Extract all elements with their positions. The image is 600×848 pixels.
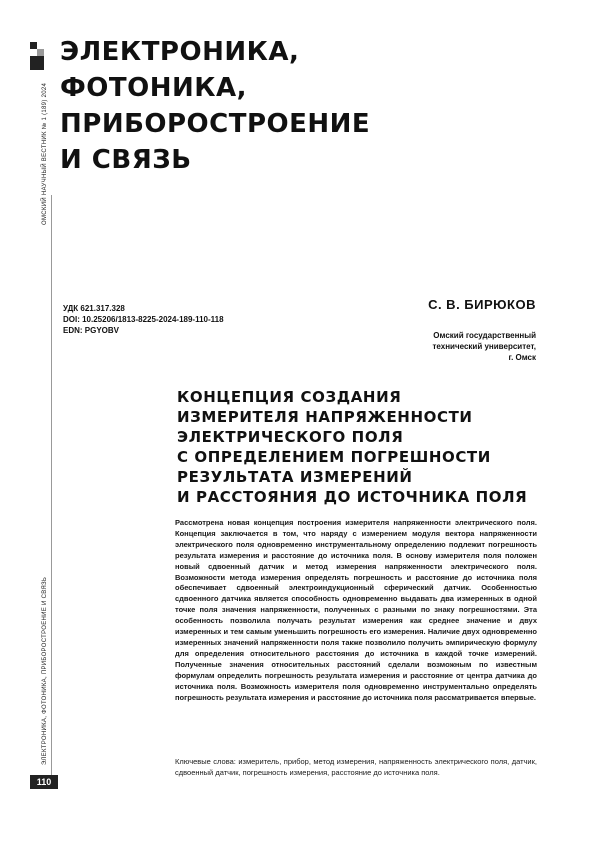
margin-divider <box>51 195 52 775</box>
page-number: 110 <box>30 775 58 789</box>
article-identifiers <box>63 303 224 336</box>
title-line: ЭЛЕКТРИЧЕСКОГО ПОЛЯ <box>177 428 404 446</box>
title-line: И РАССТОЯНИЯ ДО ИСТОЧНИКА ПОЛЯ <box>177 488 528 506</box>
title-line: С ОПРЕДЕЛЕНИЕМ ПОГРЕШНОСТИ <box>177 448 491 466</box>
author-affiliation <box>433 330 536 363</box>
running-head-journal: ОМСКИЙ НАУЧНЫЙ ВЕСТНИК № 1 (189) 2024 <box>42 82 48 225</box>
title-line: РЕЗУЛЬТАТА ИЗМЕРЕНИЙ <box>177 468 413 486</box>
affiliation-line: Омский государственный <box>433 331 536 340</box>
doi-link[interactable]: DOI: 10.25206/1813-8225-2024-189-110-118 <box>63 315 224 324</box>
udk-code: УДК 621.317.328 <box>63 304 125 313</box>
affiliation-line: технический университет, <box>432 342 536 351</box>
title-line: ИЗМЕРИТЕЛЯ НАПРЯЖЕННОСТИ <box>177 408 473 426</box>
article-title <box>177 387 537 507</box>
section-heading-line: ФОТОНИКА, <box>60 73 247 103</box>
section-heading <box>60 34 371 178</box>
title-line: КОНЦЕПЦИЯ СОЗДАНИЯ <box>177 388 402 406</box>
section-heading-line: И СВЯЗЬ <box>60 145 192 175</box>
edn-code: EDN: PGYOBV <box>63 326 120 335</box>
section-marker-icon <box>30 42 44 70</box>
section-heading-line: ЭЛЕКТРОНИКА, <box>60 37 300 67</box>
section-heading-line: ПРИБОРОСТРОЕНИЕ <box>60 109 371 139</box>
author-name: С. В. БИРЮКОВ <box>428 297 536 312</box>
keywords-text: Ключевые слова: измеритель, прибор, метод измерения, напряженность электрического поля, датчик, сдвоенный датчик, погрешность измерения, расстояние до источника поля. <box>175 757 537 777</box>
affiliation-line: г. Омск <box>508 353 536 362</box>
abstract-text: Рассмотрена новая концепция построения измерителя напряженности электрического поля. Концепция заключается в том, что наряду с измерением модуля вектора напряженности электрического поля одновременно инструментальному определению подлежит погрешность результата измерения и расстояние до источника поля. В основу измерителя поля положен новый сдвоенный датчик и метод измерения напряженности электрического поля. Возможности метода измерения определять погрешность и расстояние до источника поля обеспечивает сдвоенный электроиндукционный сферический датчик. Особенностью сдвоенного датчика является способность одновременно выдавать два измеренных в одной точке поля значения напряженности, полученных с разными по знаку погрешностями. Эта особенность позволила получать результат измерения как среднее значение и двух измеренных и тем самым уменьшить погрешность его измерения. Наличие двух одновременно измеренных значений напряженности поля также позволило получить эмпирическую формулу для определения относительного расстояния до источника в каждой точке измерений. Полученные значения относительных расстояний сделали возможным по известным формулам определить погрешность результата измерения и расстояние от центра датчика до источника поля. Возможность измерителя поля одновременно инструментально определять погрешность результата измерения и расстояние до источника поля рассматривается впервые. <box>175 518 537 702</box>
running-head-section: ЭЛЕКТРОНИКА, ФОТОНИКА, ПРИБОРОСТРОЕНИЕ И СВЯЗЬ <box>42 576 48 765</box>
